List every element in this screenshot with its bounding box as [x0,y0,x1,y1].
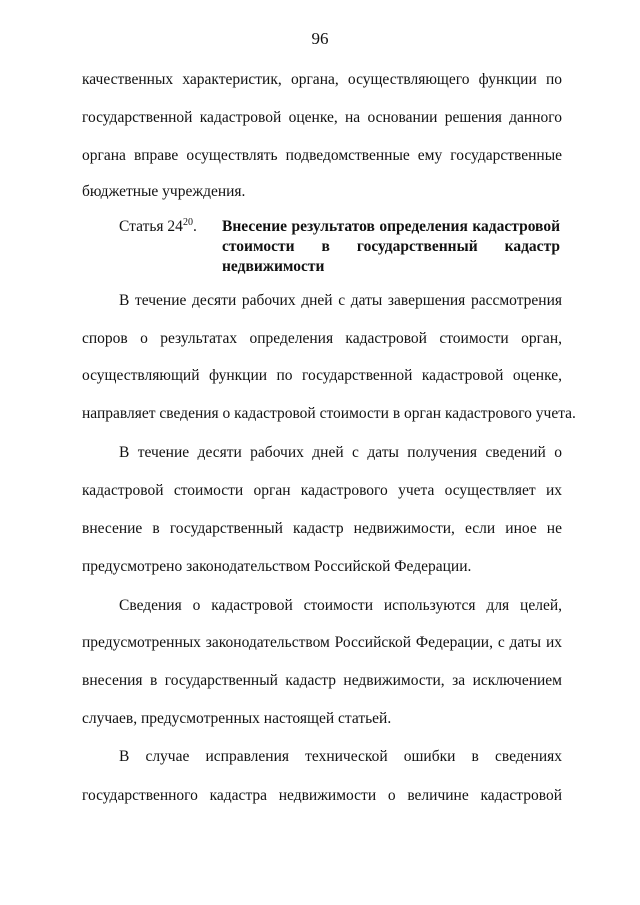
text-line: государственного кадастра недвижимости о величине кадастровой [82,787,562,804]
article-title-line: недвижимости [222,258,325,275]
text-line: предусмотрено законодательством Российской Федерации. [82,558,472,575]
text-line: направляет сведения о кадастровой стоимости в орган кадастрового учета. [82,405,576,422]
text-line: споров о результатах определения кадастровой стоимости орган, [82,330,562,347]
text-line: случаев, предусмотренных настоящей статьей. [82,710,392,727]
article-superscript: 20 [182,216,193,228]
text-line: В случае исправления технической ошибки в сведениях [119,748,562,765]
article-label-text: Статья 24 [119,218,183,235]
text-line: бюджетные учреждения. [82,183,246,200]
text-line: внесение в государственный кадастр недвижимости, если иное не [82,520,562,537]
text-line: государственной кадастровой оценке, на основании решения данного [82,109,562,126]
text-line: Сведения о кадастровой стоимости используются для целей, [119,597,562,614]
article-title-line: стоимости в государственный кадастр [222,238,560,255]
text-line: осуществляющий функции по государственной кадастровой оценке, [82,367,562,384]
text-line: предусмотренных законодательством Российской Федерации, с даты их [82,634,562,651]
text-line: качественных характеристик, органа, осуществляющего функции по [82,71,562,88]
article-label [119,217,197,237]
text-line: В течение десяти рабочих дней с даты получения сведений о [119,444,562,461]
article-label-suffix: . [192,218,197,235]
text-line: внесения в государственный кадастр недвижимости, за исключением [82,672,562,689]
text-line: В течение десяти рабочих дней с даты завершения рассмотрения [119,292,562,309]
text-line: кадастровой стоимости орган кадастрового учета осуществляет их [82,482,562,499]
page-number: 96 [311,29,329,48]
article-title-line: Внесение результатов определения кадастровой [222,218,560,235]
text-line: органа вправе осуществлять подведомственные ему государственные [82,147,562,164]
